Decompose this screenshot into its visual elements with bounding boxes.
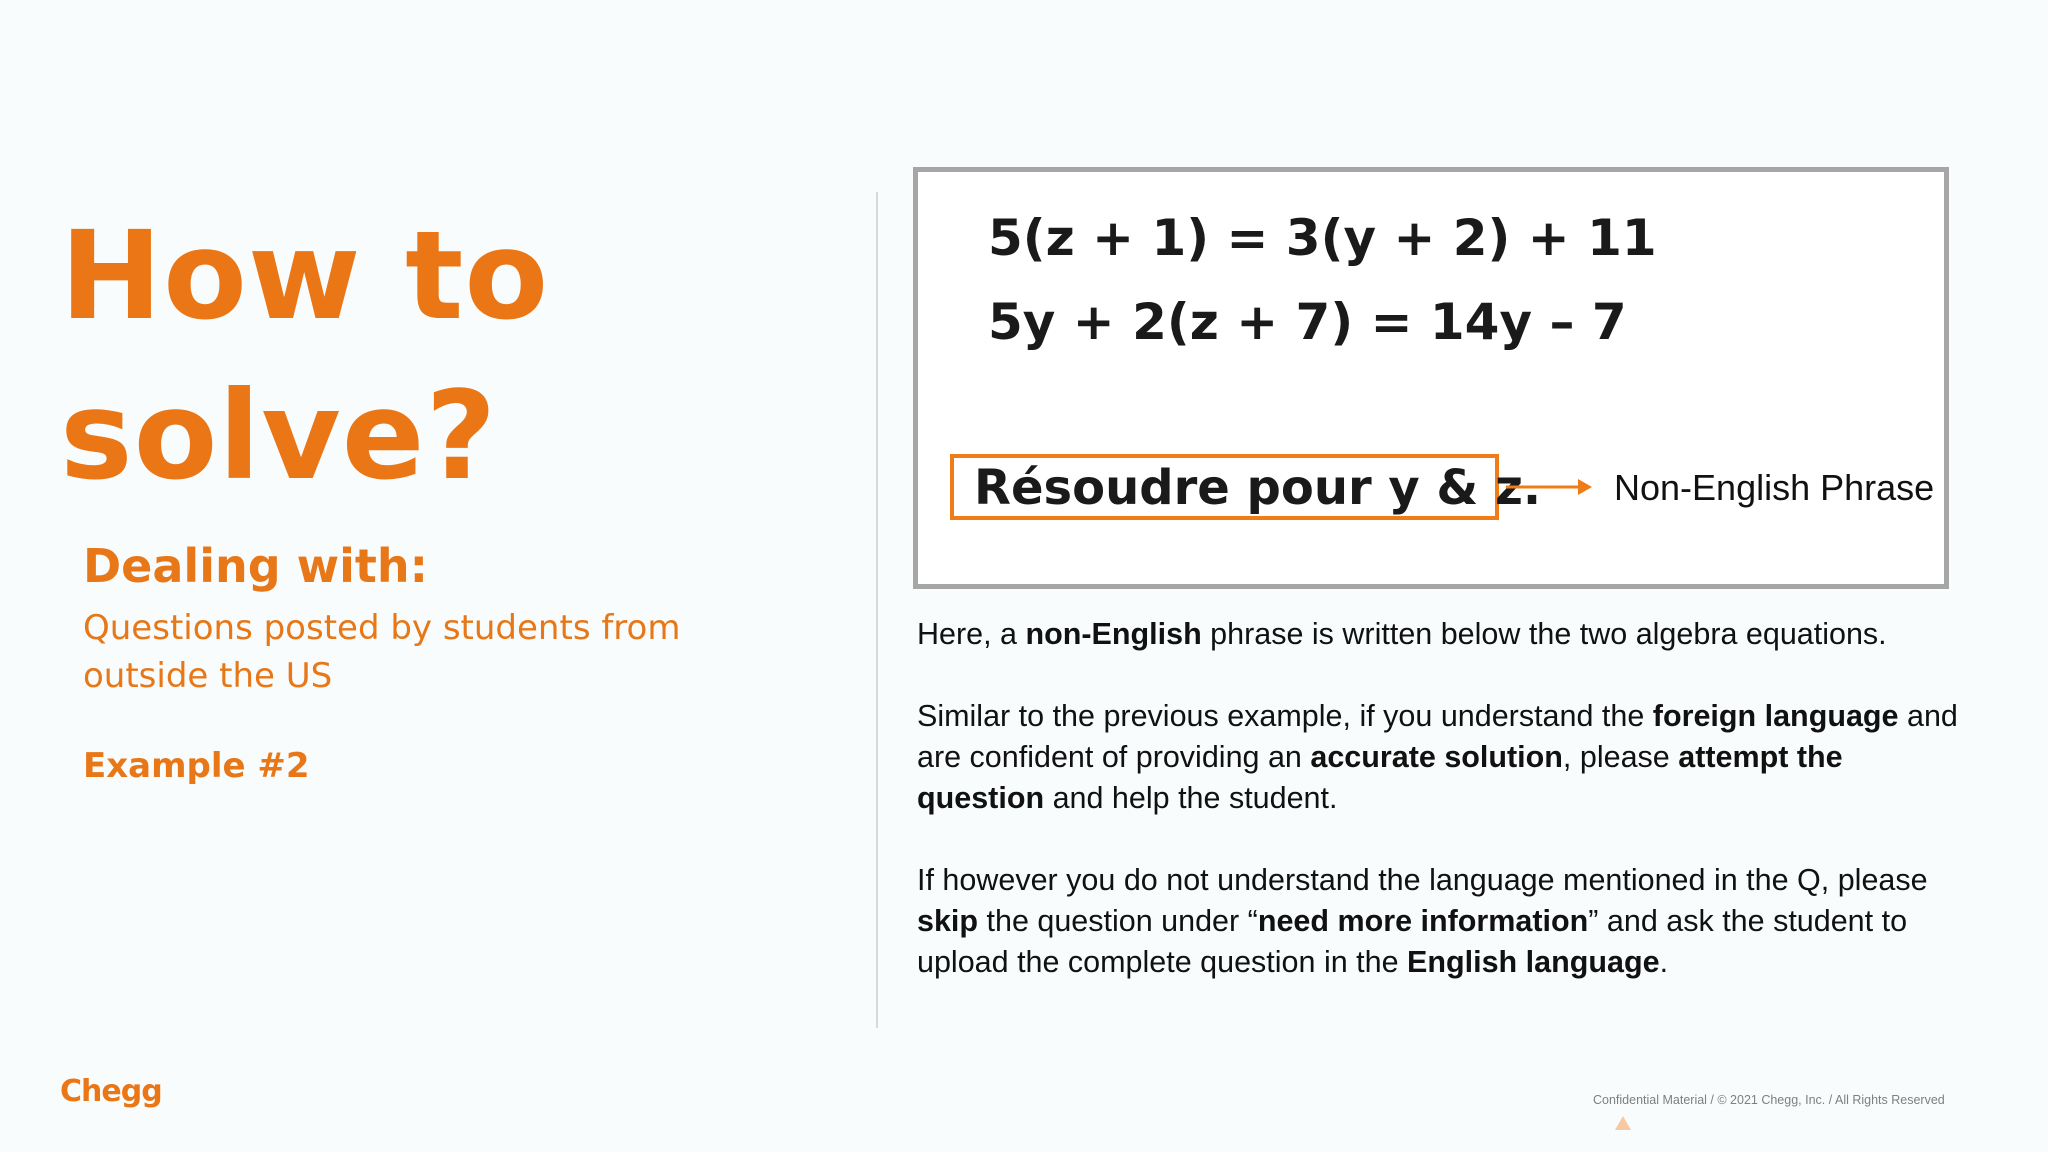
bold-span: need more information: [1257, 904, 1589, 938]
non-english-phrase: Résoudre pour y & z.: [974, 460, 1542, 516]
vertical-divider: [876, 192, 878, 1028]
dealing-with-description: Questions posted by students from outside the US: [83, 608, 681, 696]
text-span: Similar to the previous example, if you understand the: [917, 699, 1653, 733]
equation-1: 5(z + 1) = 3(y + 2) + 11: [988, 209, 1657, 267]
text-span: phrase is written below the two algebra equations.: [1201, 617, 1887, 651]
bold-span: skip: [917, 904, 979, 938]
text-span: Here, a: [917, 617, 1026, 651]
text-span: ” and ask the student to upload the complete question in the: [917, 904, 1908, 979]
bold-span: non-English: [1025, 617, 1202, 651]
arrow-right-icon: [1504, 472, 1594, 502]
phrase-annotation-label: Non-English Phrase: [1614, 467, 1935, 508]
example-label: Example #2: [83, 746, 310, 786]
text-span: the question under “: [978, 904, 1258, 938]
equation-2: 5y + 2(z + 7) = 14y – 7: [988, 293, 1627, 351]
chegg-logo: Chegg: [60, 1074, 162, 1109]
text-span: , please: [1562, 740, 1679, 774]
highlighted-phrase-box: [950, 454, 1542, 520]
paragraph-intro: [917, 614, 1977, 655]
footer-triangle-icon: [1615, 1116, 1631, 1130]
paragraph-skip: [917, 860, 1977, 983]
slide-title-line-2: solve?: [60, 365, 498, 507]
example-figure: [913, 167, 1949, 589]
bold-span: foreign language: [1652, 699, 1899, 733]
text-span: .: [1659, 945, 1669, 979]
bold-span: accurate solution: [1310, 740, 1563, 774]
text-span: If however you do not understand the language mentioned in the Q, please: [917, 863, 1928, 897]
bold-span: English language: [1407, 945, 1660, 979]
dealing-with-heading: Dealing with:: [83, 539, 429, 593]
paragraph-attempt: [917, 696, 1977, 819]
bold-span: attempt the question: [917, 740, 1843, 815]
slide-title-line-1: How to: [60, 205, 550, 347]
confidential-notice: Confidential Material / © 2021 Chegg, Inc. / All Rights Reserved: [1593, 1093, 1945, 1107]
text-span: and are confident of providing an: [917, 699, 1958, 774]
text-span: and help the student.: [1044, 781, 1338, 815]
slide-title: [60, 196, 549, 516]
